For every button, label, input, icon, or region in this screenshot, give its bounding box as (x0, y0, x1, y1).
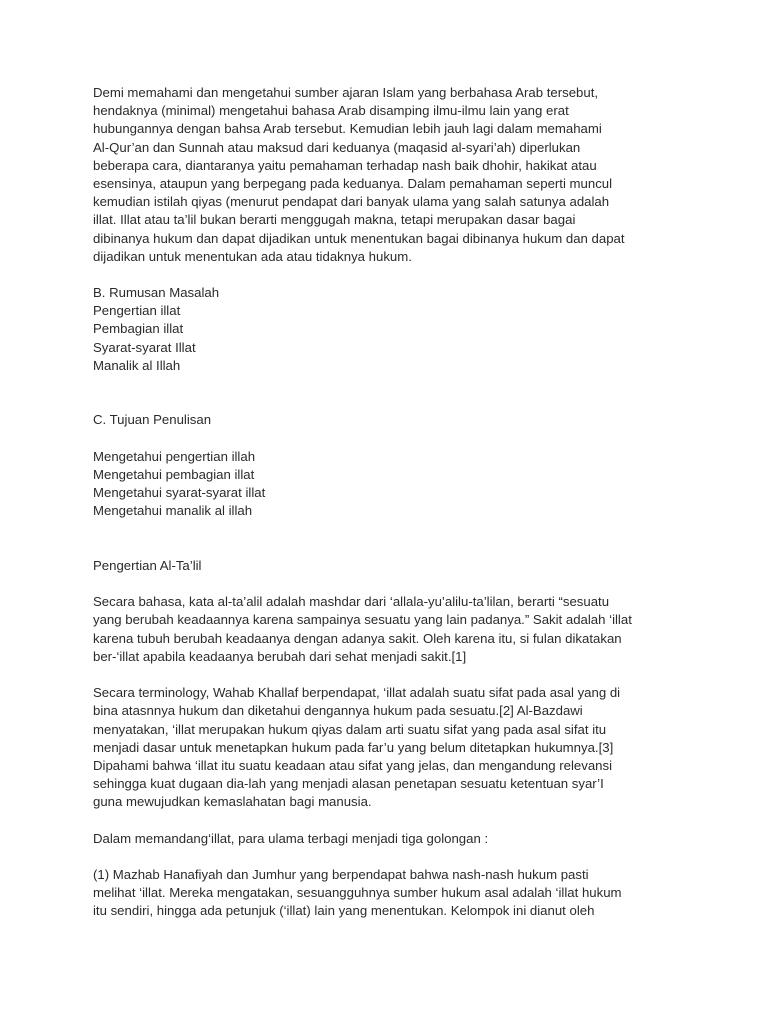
text-line: itu sendiri, hingga ada petunjuk (‘illat) lain yang menentukan. Kelompok ini dianut oleh (93, 903, 595, 919)
text-line: Secara bahasa, kata al-ta’alil adalah mashdar dari ‘allala-yu’alilu-ta’lilan, berarti “sesuatu (93, 594, 610, 610)
rumusan-section (93, 284, 693, 375)
document-page (93, 84, 693, 921)
mazhab-paragraph (93, 866, 693, 921)
text-line: Demi memahami dan mengetahui sumber ajaran Islam yang berbahasa Arab tersebut, (93, 85, 599, 100)
text-line: Dipahami bahwa ‘illat itu suatu keadaan atau sifat yang jelas, dan mengandung relevansi (93, 757, 613, 773)
section-heading: B. Rumusan Masalah (93, 285, 220, 301)
text-line: menyatakan, ‘illat merupakan hukum qiyas dalam arti suatu sifat yang pada asal sifat itu (93, 721, 607, 737)
text-line: yang berubah keadaannya karena sampainya sesuatu yang lain padanya.” Sakit adalah ‘illat (93, 612, 632, 628)
list-item: Mengetahui syarat-syarat illat (93, 485, 266, 501)
text-line: illat. Illat atau ta’lil bukan berarti menggugah makna, tetapi merupakan dasar bagai (93, 212, 576, 228)
terminology-paragraph (93, 684, 693, 811)
text-line: ber-‘illat apabila keadaanya berubah dari sehat menjadi sakit.[1] (93, 648, 467, 664)
text-line: hendaknya (minimal) mengetahui bahasa Arab disamping ilmu-ilmu lain yang erat (93, 103, 569, 119)
text-line: dijadikan untuk menentukan ada atau tidaknya hukum. (93, 248, 412, 264)
text-line: melihat ‘illat. Mereka mengatakan, sesuangguhnya sumber hukum asal adalah ‘illat hukum (93, 885, 622, 901)
text-line: beberapa cara, diantaranya yaitu pemahaman terhadap nash baik dhohir, hakikat atau (93, 157, 597, 173)
list-item: Manalik al Illah (93, 357, 181, 373)
text-line: (1) Mazhab Hanafiyah dan Jumhur yang berpendapat bahwa nash-nash hukum pasti (93, 867, 589, 883)
text-line: guna mewujudkan kemaslahatan bagi manusia. (93, 794, 372, 810)
section-heading: Pengertian Al-Ta’lil (93, 557, 202, 573)
tujuan-section (93, 411, 693, 520)
list-item: Pembagian illat (93, 321, 184, 337)
list-item: Syarat-syarat Illat (93, 339, 196, 355)
list-item: Mengetahui manalik al illah (93, 503, 253, 519)
list-item: Mengetahui pengertian illah (93, 448, 256, 464)
bahasa-paragraph (93, 593, 693, 666)
list-item: Pengertian illat (93, 303, 181, 319)
text-line: Al-Qur’an dan Sunnah atau maksud dari keduanya (maqasid al-syari’ah) diperlukan (93, 139, 581, 155)
intro-paragraph (93, 84, 693, 266)
text-line: karena tubuh berubah keadaanya dengan adanya sakit. Oleh karena itu, si fulan dikatakan (93, 630, 622, 646)
text-line: Secara terminology, Wahab Khallaf berpendapat, ‘illat adalah suatu sifat pada asal yang di (93, 685, 621, 701)
section-heading: C. Tujuan Penulisan (93, 412, 212, 428)
text-line: kemudian istilah qiyas (menurut pendapat dari banyak ulama yang salah satunya adalah (93, 194, 610, 210)
text-line: menjadi dasar untuk menetapkan hukum pada far’u yang belum ditetapkan hukumnya.[3] (93, 739, 614, 755)
text-line: dibinanya hukum dan dapat dijadikan untuk menentukan bagai dibinanya hukum dan dapat (93, 230, 625, 246)
text-line: hubungannya dengan bahsa Arab tersebut. Kemudian lebih jauh lagi dalam memahami (93, 121, 602, 137)
text-line: esensinya, ataupun yang berpegang pada keduanya. Dalam pemahaman seperti muncul (93, 175, 613, 191)
text-line: bina atasnnya hukum dan diketahui dengannya hukum pada sesuatu.[2] Al-Bazdawi (93, 703, 583, 719)
text-line: Dalam memandang‘illat, para ulama terbagi menjadi tiga golongan : (93, 830, 489, 846)
text-line: sehingga kuat dugaan dia-lah yang menjadi alasan penetapan sesuatu ketentuan syar’I (93, 776, 604, 792)
list-item: Mengetahui pembagian illat (93, 466, 255, 482)
